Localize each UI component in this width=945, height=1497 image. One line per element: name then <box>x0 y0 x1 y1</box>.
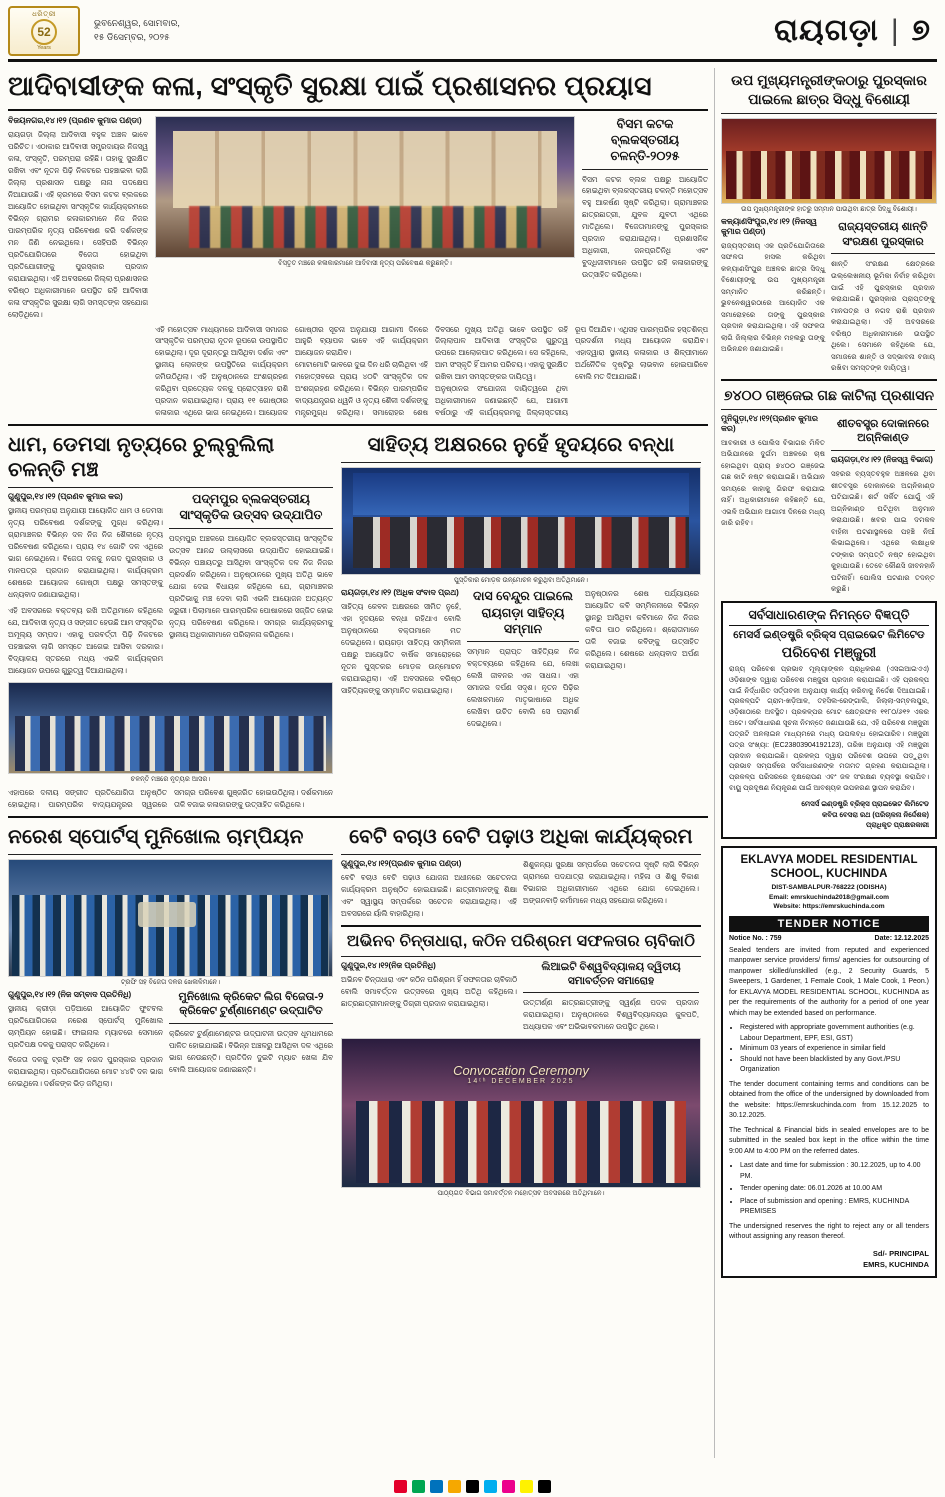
masthead <box>8 6 937 62</box>
tender-address <box>729 883 929 912</box>
ganja-body: ଆବକାରୀ ଓ ପୋଲିସ ବିଭାଗର ମିଳିତ ଅଭିଯାନରେ ଦୁର୍ଗମ ଅଞ୍ଚଳରେ ଚାଷ ହୋଇଥିବା ପ୍ରାୟ ୭୪୦୦ ଗଞ୍ଜେଇ ଗଛ କାଟି ନଷ୍ଟ କରାଯାଇଛି। ଅଭିଯାନ ସମୟରେ କାହାକୁ ଗିରଫ କରାଯାଇ ନାହିଁ। ଅଧିକାରୀମାନେ କହିଛନ୍ତି ଯେ, ଏଭଳି ଅଭିଯାନ ଆଗାମୀ ଦିନରେ ମଧ୍ୟ ଜାରି ରହିବ। <box>721 437 825 528</box>
lead-sidebox-title: ବିସମ କଟକ ବ୍ଲକସ୍ତରୀୟ ଚଳନ୍ତି-୨୦୨୫ <box>610 116 680 164</box>
lead-sidebox-text: ବିସମ କଟକ ବ୍ଲକ ପକ୍ଷରୁ ଆୟୋଜିତ ହୋଇଥିବା ବ୍ଲକସ୍ତରୀୟ ଚଳନ୍ତି ମହୋତ୍ସବ ବହୁ ଆକର୍ଷଣ ସୃଷ୍ଟି କରିଥିଲା। ଗ୍ରାମାଞ୍ଚଳର ଛାତ୍ରଛାତ୍ରୀ, ଯୁବକ ଯୁବତୀ ଏଥିରେ ମାତିଥିଲେ। ବିଜେତାମାନଙ୍କୁ ପୁରସ୍କାର ପ୍ରଦାନ କରାଯାଇଥିଲା। ପ୍ରଶାସନିକ ଅଧିକାରୀ, ଜନପ୍ରତିନିଧି ଏବଂ ବୁଦ୍ଧିଜୀବୀମାନେ ଉପସ୍ଥିତ ରହି କଳାକାରଙ୍କୁ ଉତ୍ସାହିତ କରିଥିଲେ। <box>582 174 708 280</box>
tender-notice-ad <box>721 846 937 1278</box>
literature-story <box>341 431 701 811</box>
page-number: ୭ <box>911 13 931 47</box>
convocation-banner-date: 14ᵗʰ DECEMBER 2025 <box>467 1077 575 1085</box>
tender-eligibility-list <box>729 1023 929 1076</box>
lead-col4: ଅନୁଷ୍ଠାନର ସଂଯୋଜନା ଦାୟିତ୍ୱରେ ଥିବା ଅଧିକାରୀମାନେ ଜଣାଇଛନ୍ତି ଯେ, ଆଗାମୀ ବର୍ଷଠାରୁ ଏହି କାର୍ଯ୍ୟକ୍ରମକୁ ଜିଲ୍ଲାସ୍ତରୀୟ ରୂପ ଦିଆଯିବ। ଏଥିସହ ପାରମ୍ପରିକ ହସ୍ତଶିଳ୍ପ ପ୍ରଦର୍ଶନୀ ମଧ୍ୟ ଆୟୋଜନ କରାଯିବ। ଏହାଦ୍ୱାରା ସ୍ଥାନୀୟ କଳାକାର ଓ ଶିଳ୍ପୀମାନେ ଅର୍ଥନୈତିକ ଦୃଷ୍ଟିରୁ ଲାଭବାନ ହୋଇପାରିବେ ବୋଲି ମତ ଦିଆଯାଇଛି। <box>435 324 708 418</box>
literature-col1: ସାହିତ୍ୟ କେବଳ ଅକ୍ଷରରେ ସୀମିତ ନୁହେଁ, ଏହା ହୃଦୟରେ ବନ୍ଧା ରହିଥାଏ ବୋଲି ଅନୁଷ୍ଠାନରେ ବକ୍ତାମାନେ ମତ ଦେଇଥିଲେ। ରାୟଗଡ଼ା ସାହିତ୍ୟ ସମ୍ମିଳନୀ ପକ୍ଷରୁ ଆୟୋଜିତ ବାର୍ଷିକ ସମାରୋହରେ ନୂତନ ପୁସ୍ତକର ମୋଡ଼କ ଉନ୍ମୋଚନ କରାଯାଇଥିଲା। ଏହି ଅବସରରେ ବରିଷ୍ଠ ସାହିତ୍ୟିକଙ୍କୁ ସମ୍ମାନିତ କରାଯାଇଥିଲା। <box>341 602 461 696</box>
beti-col2: ଶିଶୁକନ୍ୟା ସୁରକ୍ଷା ସମ୍ପର୍କରେ ସଚେତନତା ସୃଷ୍ଟି ଲାଗି ବିଭିନ୍ନ ଗ୍ରାମରେ ପଦଯାତ୍ରା କରାଯାଇଥିଲା। ମହିଳା ଓ ଶିଶୁ ବିକାଶ ବିଭାଗର ଅଧିକାରୀମାନେ ଏଥିରେ ଯୋଗ ଦେଇଥିଲେ। ଅଙ୍ଗନବାଡ଼ି କର୍ମୀମାନେ ମଧ୍ୟ ସହଯୋଗ କରିଥିଲେ। <box>523 860 699 906</box>
cultural-headline: ପଦ୍ମପୁର ବ୍ଲକସ୍ତରୀୟ ସାଂସ୍କୃତିକ ଉତ୍ସବ ଉଦ୍‌ଯାପିତ <box>179 492 323 522</box>
sports-subhead: ମୁନିଖୋଲ କ୍ରିକେଟ ଲିଗ ବିଜେତା-୨ କ୍ରିକେଟ ଟୁର୍ଣ୍ଣାମେଣ୍ଟ ଉଦ୍‌ଘାଟିତ <box>178 991 324 1018</box>
tender-signature <box>729 1249 929 1271</box>
lead-headline: ଆଦିବାସୀଙ୍କ କଳା, ସଂସ୍କୃତି ସୁରକ୍ଷା ପାଇଁ ପ୍ରଶାସନର ପ୍ରୟାସ <box>8 71 652 101</box>
tender-para-2: The tender document containing terms and conditions can be obtained from the office of the undersigned by downloaded from the website: https://emrskuchinda.com from 15.12.2025 to 30.12.2025. <box>729 1080 929 1120</box>
lead-photo-caption: ବିସ୍ତୃତ ମଞ୍ଚରେ କଳାକାରମାନେ ଆଦିବାସୀ ନୃତ୍ୟ ପରିବେଷଣ କରୁଛନ୍ତି। <box>278 259 452 267</box>
tender-para-3: The Technical & Financial bids in sealed envelopes are to be submitted in the sealed box kept in the office within the time 9:00 AM to 4:00 PM on the referred dates. <box>729 1126 929 1155</box>
right-column <box>714 68 937 1458</box>
innovation-dateline: ଗୁଣୁପୁର,୧୪।୧୨(ନିଜ ପ୍ରତିନିଧି) <box>341 961 436 971</box>
main-column <box>8 68 708 1458</box>
tender-eligibility-item: • Should not have been blacklisted by any Govt./PSU Organization <box>740 1055 929 1076</box>
color-swatch <box>466 1480 479 1493</box>
fire-headline: ଶୀତବସ୍ତ୍ର ଦୋକାନରେ ଅଗ୍ନିକାଣ୍ଡ <box>836 417 930 445</box>
innovation-col2: ଉତ୍ତୀର୍ଣ୍ଣ ଛାତ୍ରଛାତ୍ରୀଙ୍କୁ ସ୍ୱର୍ଣ୍ଣ ପଦକ ପ୍ରଦାନ କରାଯାଇଥିଲା। ଅନୁଷ୍ଠାନରେ ବିଶ୍ୱବିଦ୍ୟାଳୟର କୁଳପତି, ଅଧ୍ୟାପକ ଏବଂ ଅଭିଭାବକମାନେ ଉପସ୍ଥିତ ଥିଲେ। <box>523 998 699 1032</box>
tender-date: Date: 12.12.2025 <box>874 934 929 942</box>
tender-website: Website: https://emrskuchinda.com <box>773 903 885 911</box>
beti-dateline: ଗୁଣୁପୁର,୧୪।୧୨(ପ୍ରଣବ କୁମାର ପଣ୍ଡା) <box>341 859 462 869</box>
page-title <box>774 14 937 48</box>
lead-dateline: ବିଜୟନଗର,୧୪।୧୨ (ପ୍ରଣବ କୁମାର ପଣ୍ଡା) <box>8 115 142 125</box>
logo-brand: ଧରିତ୍ରୀ <box>32 10 56 18</box>
innovation-subhead: ଲିଆଇଟି ବିଶ୍ୱବିଦ୍ୟାଳୟ ଦ୍ୱିତୀୟ ସମାବର୍ତ୍ତନ ସମାରୋହ <box>541 961 681 987</box>
page-region-name: ରାୟଗଡ଼ା <box>774 13 879 47</box>
dance-col1: ସ୍ଥାନୀୟ ପରମ୍ପରା ଅନୁଯାୟୀ ଆୟୋଜିତ ଧାମ ଓ ଡେମସା ନୃତ୍ୟ ପରିବେଷଣ ଦର୍ଶକଙ୍କୁ ମୁଗ୍ଧ କରିଥିଲା। ଗ୍ରାମାଞ୍ଚଳର ବିଭିନ୍ନ ଦଳ ନିଜ ନିଜ ଶୈଳୀରେ ନୃତ୍ୟ ପରିବେଷଣ କରିଥିଲେ। ପ୍ରାୟ ୧୪ ଗୋଟି ଦଳ ଏଥିରେ ଭାଗ ନେଇଥିଲେ। ବିଜେତା ଦଳକୁ ନଗଦ ପୁରସ୍କାର ଓ ମାନପତ୍ର ପ୍ରଦାନ କରାଯାଇଥିଲା। କାର୍ଯ୍ୟକ୍ରମ ଶେଷରେ ଆୟୋଜକ ଗୋଷ୍ଠୀ ପକ୍ଷରୁ ସମସ୍ତଙ୍କୁ ଧନ୍ୟବାଦ ଜଣାଯାଇଥିଲା। <box>8 506 163 600</box>
ad-sign-role: ପ୍ରାଧିକୃତ ପ୍ରାକ୍ଷରକାରୀ <box>865 822 929 829</box>
tender-sign-school: EMRS, KUCHINDA <box>863 1259 929 1269</box>
sports-photo-caption: ଟ୍ରଫି ସହ ବିଜେତା ଦଳର ଖେଳାଳିମାନେ। <box>120 979 221 987</box>
edition-place: ଭୁବନେଶ୍ୱର, ସୋମବାର, <box>94 18 180 28</box>
innovation-headline: ଅଭିନବ ଚିନ୍ତାଧାରା, କଠିନ ପରିଶ୍ରମ ସଫଳତାର ଚାବିକାଠି <box>346 933 696 951</box>
lead-col3: ମୋଟାମୋଟି ଭାବରେ ଦୁଇ ଦିନ ଧରି ଚାଲିଥିବା ଏହି ମହୋତ୍ସବରେ ପ୍ରାୟ ୪୦ଟି ସାଂସ୍କୃତିକ ଦଳ ଅଂଶଗ୍ରହଣ କରିଥିଲେ। ବିଭିନ୍ନ ପାରମ୍ପରିକ ବାଦ୍ୟଯନ୍ତ୍ରର ଧ୍ୱନି ଓ ନୃତ୍ୟ ଶୈଳୀ ଦର୍ଶକଙ୍କୁ ମନ୍ତ୍ରମୁଗ୍ଧ କରିଥିଲା। ସମାରୋହର ଶେଷ ଦିବସରେ ମୁଖ୍ୟ ଅତିଥି ଭାବେ ଉପସ୍ଥିତ ରହି ଜିଲ୍ଲାପାଳ ଆଦିବାସୀ ସଂସ୍କୃତିର ଗୁରୁତ୍ୱ ଉପରେ ଆଲୋକପାତ କରିଥିଲେ। ସେ କହିଥିଲେ, ଆମ ସଂସ୍କୃତି ହିଁ ଆମର ପରିଚୟ। ଏହାକୁ ସୁରକ୍ଷିତ ରଖିବା ଆମ ସମସ୍ତଙ୍କର ଦାୟିତ୍ୱ। <box>295 324 568 418</box>
convocation-photo-caption: ପାଠ୍ୟଗତ ବିଭାଗ ସମାବର୍ତ୍ତନ ମହୋତ୍ସବ ଅବସରରେ ଅତିଥିମାନେ। <box>437 1190 605 1198</box>
sports-dateline: ଗୁଣୁପୁର,୧୪।୧୨ (ନିଜ ସମ୍ବାଦ ପ୍ରତିନିଧି) <box>8 990 132 1000</box>
tender-school-name: EKLAVYA MODEL RESIDENTIAL SCHOOL, KUCHINDA <box>740 853 918 880</box>
environment-clearance-ad <box>721 601 937 839</box>
literature-photo <box>341 467 701 575</box>
tender-meta-row <box>729 935 929 942</box>
literature-headline: ସାହିତ୍ୟ ଅକ୍ଷରରେ ନୁହେଁ ହୃଦୟରେ ବନ୍ଧା <box>367 434 675 457</box>
tender-date-item: • Place of submission and opening : EMRS, KUCHINDA PREMISES <box>740 1197 929 1218</box>
ganja-dateline: ମୁନିଗୁଡ଼ା,୧୪।୧୨(ପ୍ରଣବ କୁମାର କର) <box>721 413 818 433</box>
dance-col3: ଏହାପରେ ଦଳୀୟ ସଙ୍ଗୀତ ପ୍ରତିଯୋଗିତା ଅନୁଷ୍ଠିତ ହୋଇଥିଲା। ପାରମ୍ପରିକ ବାଦ୍ୟଯନ୍ତ୍ରର ସ୍ୱରରେ ସମଗ୍ର ପରିବେଶ ଗୁଞ୍ଜରିତ ହୋଇଉଠିଥିଲା। ଦର୍ଶକମାନେ ତାଳି ବଜାଇ କଳାକାରଙ୍କୁ ଉତ୍ସାହିତ କରିଥିଲେ। <box>8 788 333 810</box>
dycm-body: ରାଜ୍ୟସ୍ତରୀୟ ଏକ ପ୍ରତିଯୋଗିତାରେ ସଫଳତା ହାସଲ କରିଥିବା କଳ୍ୟାଣସିଂପୁର ଅଞ୍ଚଳର ଛାତ୍ର ସିଦ୍ଧୁ ବିଶୋୟୀଙ୍କୁ ଉପ ମୁଖ୍ୟମନ୍ତ୍ରୀ ସମ୍ମାନିତ କରିଛନ୍ତି। ଭୁବନେଶ୍ୱରଠାରେ ଆୟୋଜିତ ଏକ ସମାରୋହରେ ତାଙ୍କୁ ପୁରସ୍କାର ପ୍ରଦାନ କରାଯାଇଥିଲା। ଏହି ସଫଳତା ଲାଗି ଜିଲ୍ଲାର ବିଭିନ୍ନ ମହଲରୁ ତାଙ୍କୁ ଅଭିନନ୍ଦନ ଜଣାଯାଇଛି। <box>721 240 825 354</box>
ad-public-notice-title: ସର୍ବସାଧାରଣଙ୍କ ନିମନ୍ତେ ବିଜ୍ଞପ୍ତି <box>729 608 929 626</box>
peace-award-body: ଶାନ୍ତି ସଂରକ୍ଷଣ କ୍ଷେତ୍ରରେ ଉଲ୍ଲେଖନୀୟ ଭୂମିକା ନିର୍ବାହ କରିଥିବା ପାଇଁ ଏହି ପୁରସ୍କାର ପ୍ରଦାନ କରାଯାଇଛି। ପୁରସ୍କାର ପ୍ରାପ୍ତଙ୍କୁ ମାନପତ୍ର ଓ ନଗଦ ରାଶି ପ୍ରଦାନ କରାଯାଇଥିଲା। ଏହି ଅବସରରେ ବରିଷ୍ଠ ଅଧିକାରୀମାନେ ଉପସ୍ଥିତ ଥିଲେ। ସେମାନେ କହିଥିଲେ ଯେ, ସମାଜରେ ଶାନ୍ତି ଓ ସଦ୍ଭାବନା ବଜାୟ ରଖିବା ସମସ୍ତଙ୍କ ଦାୟିତ୍ୱ। <box>831 259 935 373</box>
tender-dates-list <box>729 1161 929 1218</box>
logo-years-label: Years <box>37 44 51 51</box>
color-swatch <box>394 1480 407 1493</box>
dance-photo-caption: ଚଳନ୍ତି ମଞ୍ଚରେ ନୃତ୍ୟର ଆସର। <box>130 776 211 784</box>
color-swatch <box>520 1480 533 1493</box>
ad-body-text: ରାଜ୍ୟ ପରିବେଶ ପ୍ରଭାବ ମୂଲ୍ୟାଙ୍କନ ପ୍ରାଧିକରଣ (ଏସଇଆଇଏଏ) ଓଡ଼ିଶାଙ୍କ ଦ୍ୱାରା ପରିବେଶ ମଞ୍ଜୁରୀ ପ୍ରଦାନ କରାଯାଇଛି। ଏହି ପ୍ରକଳ୍ପ ପାଇଁ ନିର୍ଦ୍ଧାରିତ ସର୍ତ୍ତାବଳୀ ଅନୁଯାୟୀ କାର୍ଯ୍ୟ କରିବାକୁ ନିର୍ଦ୍ଦେଶ ଦିଆଯାଇଛି। ପ୍ରକଳ୍ପଟି ଗ୍ରାମ-ଖଡ଼ିଆଳ, ତହସିଲ-ରେଙ୍ଗାଲି, ଜିଲ୍ଲା-ସମ୍ବଲପୁର, ଓଡ଼ିଶାଠାରେ ଅବସ୍ଥିତ। ପ୍ରକଳ୍ପର ମୋଟ କ୍ଷେତ୍ରଫଳ ୧୧୮୦/୬୧୨ ଏକର ଅଟେ। ସର୍ବସାଧାରଣ ସୂଚନା ନିମନ୍ତେ ଜଣାଯାଉଛି ଯେ, ଏହି ପରିବେଶ ମଞ୍ଜୁରୀ ପତ୍ରଟି ଅନଲାଇନ ମାଧ୍ୟମରେ ମଧ୍ୟ ଉପଲବ୍ଧ ହୋଇପାରିବ। ମଞ୍ଜୁରୀ ପତ୍ର ସଂଖ୍ୟା: (EC23803904192123), ତାରିଖ ଅନୁଯାୟୀ ଏହି ମଞ୍ଜୁରୀ ପ୍ରଦାନ କରାଯାଇଛି। ପ୍ରକଳ୍ପ ଦ୍ୱାରା ପରିବେଶ ଉପରେ ପଡ଼ୁଥିବା ପ୍ରଭାବ ସମ୍ପର୍କରେ ସର୍ବସାଧାରଣଙ୍କ ମତାମତ ଗ୍ରହଣ କରାଯାଇଥିଲା। ପ୍ରକଳ୍ପ ପରିସରରେ ବୃକ୍ଷରୋପଣ ଏବଂ ଜଳ ସଂରକ୍ଷଣ ବ୍ୟବସ୍ଥା କରାଯିବ। ବାୟୁ ପ୍ରଦୂଷଣ ନିୟନ୍ତ୍ରଣ ପାଇଁ ଆବଶ୍ୟକ ଉପକରଣ ସ୍ଥାପନ କରାଯିବ। <box>729 665 929 793</box>
color-swatch <box>484 1480 497 1493</box>
tender-email: Email: emrskuchinda2018@gmail.com <box>768 893 890 901</box>
peace-award-headline: ରାଜ୍ୟସ୍ତରୀୟ ଶାନ୍ତି ସଂରକ୍ଷଣ ପୁରସ୍କାର <box>838 220 928 248</box>
page-body <box>8 68 937 1458</box>
sports-story <box>8 823 333 1201</box>
lead-col1: ରାୟଗଡ଼ା ଜିଲ୍ଲା ଆଦିବାସୀ ବହୁଳ ଅଞ୍ଚଳ ଭାବେ ପରିଚିତ। ଏଠାକାର ଆଦିବାସୀ ସମ୍ପ୍ରଦାୟର ନିଜସ୍ୱ କଳା, ସଂସ୍କୃତି, ପରମ୍ପରା ରହିଛି। ତାହାକୁ ସୁରକ୍ଷିତ ରଖିବା ଏବଂ ନୂତନ ପିଢ଼ି ନିକଟରେ ପହଞ୍ଚାଇବା ଲାଗି ଜିଲ୍ଲା ପ୍ରଶାସନ ପକ୍ଷରୁ ନାନା ପଦକ୍ଷେପ ନିଆଯାଉଛି। ଏହି କ୍ରମରେ ବିସମ କଟକ ବ୍ଲକରେ ଆୟୋଜିତ ହୋଇଥିବା ସାଂସ୍କୃତିକ କାର୍ଯ୍ୟକ୍ରମରେ ବିଭିନ୍ନ ଗ୍ରାମର କଳାକାରମାନେ ନିଜ ନିଜର ପାରମ୍ପରିକ ନୃତ୍ୟ ପରିବେଷଣ କରି ଦର୍ଶକଙ୍କ ମନ ଜିଣି ନେଇଥିଲେ। ସେହିପରି ବିଭିନ୍ନ ପ୍ରତିଯୋଗିତାରେ ବିଜେତା ହୋଇଥିବା ପ୍ରତିଯୋଗୀଙ୍କୁ ପୁରସ୍କାର ପ୍ରଦାନ କରାଯାଇଥିଲା। ଏହି ଅବସରରେ ଜିଲ୍ଲା ପ୍ରଶାସନର ବରିଷ୍ଠ ଅଧିକାରୀମାନେ ଉପସ୍ଥିତ ରହି ଆଦିବାସୀ କଳା ସଂସ୍କୃତିର ସୁରକ୍ଷା ଲାଗି ସମସ୍ତଙ୍କ ସହଯୋଗ ଲୋଡ଼ିଥିଲେ। <box>8 129 149 319</box>
tender-eligibility-item: • Registered with appropriate government authorities (e.g. Labour Department, EPF, ESI, GST) <box>740 1023 929 1044</box>
edition-info <box>94 17 180 44</box>
dycm-award-photo <box>721 118 937 204</box>
beti-story <box>341 823 701 1201</box>
tender-sign-principal: Sd/- PRINCIPAL <box>872 1248 929 1258</box>
fire-dateline: ରାୟଗଡ଼ା,୧୪।୧୨ (ନିଜସ୍ୱ ବିଭାଗ) <box>831 455 933 465</box>
tender-para-1: Sealed tenders are invited from reputed and experienced manpower service providers/ firms/ agencies for outsourcing of manpower skilled/unskilled (e.g., 2 Security Guards, 5 Sweepers, 1 Gardener, 1 Female Cook, 1 Male Cook, 1 Peon.) for EKLAVYA MODEL RESIDENTIAL SCHOOL, KUCHINDA as per the requirements of the authority for a period of one year which may be extended based on performance. <box>729 946 929 1017</box>
dance-photo <box>8 682 333 774</box>
tender-band-title: TENDER NOTICE <box>729 916 929 932</box>
sports-photo <box>8 859 333 977</box>
beti-headline: ବେଟି ବଚାଓ ବେଟି ପଢ଼ାଓ ଅଧିକା କାର୍ଯ୍ୟକ୍ରମ <box>349 826 693 849</box>
title-separator: | <box>890 13 900 47</box>
dance-dateline: ଗୁଣୁପୁର,୧୪।୧୨ (ପ୍ରଣବ କୁମାର କର) <box>8 492 123 502</box>
logo-anniversary-number: 52 <box>31 19 57 45</box>
sports-col2: ବିଜେତା ଦଳକୁ ଟ୍ରଫି ସହ ନଗଦ ପୁରସ୍କାର ପ୍ରଦାନ କରାଯାଇଥିଲା। ପ୍ରତିଯୋଗିତାରେ ମୋଟ ୪୪ଟି ଦଳ ଭାଗ ନେଇଥିଲେ। ଦର୍ଶକଙ୍କ ଭିଡ଼ ଜମିଥିଲା। <box>8 1055 163 1089</box>
tender-date-item: • Last date and time for submission : 30.12.2025, up to 4.00 PM. <box>740 1161 929 1182</box>
dycm-award-caption: ଉପ ମୁଖ୍ୟମନ୍ତ୍ରୀଙ୍କ ହାତରୁ ସମ୍ମାନ ପାଉଥିବା ଛାତ୍ର ସିଦ୍ଧୁ ବିଶୋୟୀ। <box>741 205 917 213</box>
color-swatch <box>448 1480 461 1493</box>
color-swatch <box>430 1480 443 1493</box>
sports-headline: ନରେଶ ସ୍ପୋର୍ଟସ୍‌ ମୁନିଖୋଲ ଚାମ୍ପିୟନ <box>8 826 304 849</box>
dycm-dateline: କଳ୍ୟାଣସିଂପୁର,୧୪।୧୨ (ନିଜସ୍ୱ କୁମାର ପଣ୍ଡା) <box>721 216 817 236</box>
dance-col2: ଏହି ଅବସରରେ ବକ୍ତବ୍ୟ ରଖି ଅତିଥିମାନେ କହିଥିଲେ ଯେ, ଆଦିବାସୀ ନୃତ୍ୟ ଓ ସଙ୍ଗୀତ ହେଉଛି ଆମ ସଂସ୍କୃତିର ଅମୂଲ୍ୟ ସମ୍ପଦ। ଏହାକୁ ପରବର୍ତ୍ତୀ ପିଢ଼ି ନିକଟରେ ପହଞ୍ଚାଇବା ଲାଗି ସମସ୍ତେ ଆଗେଇ ଆସିବା ଦରକାର। ବିଦ୍ୟାଳୟ ସ୍ତରରେ ମଧ୍ୟ ଏଭଳି କାର୍ଯ୍ୟକ୍ରମ ଆୟୋଜନ ଉପରେ ଗୁରୁତ୍ୱ ଦିଆଯାଇଥିଲା। <box>8 606 163 676</box>
tender-eligibility-item: • Minimum 03 years of experience in similar field <box>740 1044 929 1055</box>
sports-col1: ସ୍ଥାନୀୟ କ୍ରୀଡ଼ା ପଡ଼ିଆରେ ଆୟୋଜିତ ଫୁଟବଲ ପ୍ରତିଯୋଗିତାରେ ନରେଶ ସ୍ପୋର୍ଟସ୍‌ ମୁନିଖୋଲ ଚାମ୍ପିୟନ ହୋଇଛି। ଫାଇନାଲ ମ୍ୟାଚରେ ସେମାନେ ପ୍ରତିପକ୍ଷ ଦଳକୁ ପରାସ୍ତ କରିଥିଲେ। <box>8 1004 163 1050</box>
ad-sign-person: କବିତା ବେସରା ରଥ (ପରିଚାଳନା ନିର୍ଦ୍ଦେଶକ) <box>822 811 929 819</box>
literature-subhead: ଦାସ ବେନ୍ଦୁର ପାଇଲେ ରାୟଗଡ଼ା ସାହିତ୍ୟ ସମ୍ମାନ <box>473 589 573 636</box>
ganja-headline: ୭୪୦୦ ଗଞ୍ଜେଇ ଗଛ କାଟିଲା ପ୍ରଶାସନ <box>724 386 934 403</box>
literature-photo-caption: ପୁସ୍ତିକାର ମୋଡ଼କ ଉନ୍ମୋଚନ କରୁଥିବା ଅତିଥିମାନେ। <box>453 577 589 585</box>
tender-district: DIST-SAMBALPUR-768222 (ODISHA) <box>771 884 887 892</box>
literature-dateline: ରାୟଗଡ଼ା,୧୪।୧୨ (ଅଧିକ ସଂବାଦ ପ୍ରଥ) <box>341 588 459 598</box>
tender-notice-number: Notice No. : 759 <box>729 934 782 942</box>
edition-date: ୧୫ ଡିସେମ୍ବର, ୨୦୨୫ <box>94 31 170 42</box>
tender-date-item: • Tender opening date: 06.01.2026 at 10.00 AM <box>740 1184 929 1195</box>
convocation-banner-text: Convocation Ceremony 14ᵗʰ DECEMBER 2025 <box>342 1063 700 1085</box>
tender-para-4: The undersigned reserves the right to reject any or all tenders without assigning any reason thereof. <box>729 1222 929 1241</box>
convocation-photo <box>341 1038 701 1188</box>
ad-subject: ପରିବେଶ ମଞ୍ଜୁରୀ <box>781 643 877 660</box>
color-registration-bar <box>0 1480 945 1493</box>
beti-col1: ବେଟି ବଚାଓ ବେଟି ପଢ଼ାଓ ଯୋଜନା ଅଧୀନରେ ସଚେତନତା କାର୍ଯ୍ୟକ୍ରମ ଅନୁଷ୍ଠିତ ହୋଇଯାଇଛି। ଛାତ୍ରୀମାନଙ୍କୁ ଶିକ୍ଷା ଏବଂ ସ୍ୱାସ୍ଥ୍ୟ ସମ୍ପର୍କରେ ସଚେତନ କରାଯାଇଥିଲା। ଏହି ଅବସରରେ ର୍ୟାଲି ବାହାରିଥିଲା। <box>341 873 517 919</box>
dance-headline: ଧାମ, ଡେମସା ନୃତ୍ୟରେ ଚୁଲ୍‌ବୁଲିଲା ଚଳନ୍ତି ମଞ୍ଚ <box>8 434 275 482</box>
dance-col3-wrap <box>8 787 333 811</box>
color-swatch <box>502 1480 515 1493</box>
literature-col2: ସମ୍ମାନ ପ୍ରାପ୍ତ ସାହିତ୍ୟିକ ନିଜ ବକ୍ତବ୍ୟରେ କହିଥିଲେ ଯେ, ଲେଖା ଲେଖି ଜୀବନର ଏକ ସାଧନା। ଏହା ସମାଜର ଦର୍ପଣ ସଦୃଶ। ନୂତନ ପିଢ଼ିର ଲେଖକମାନେ ମାତୃଭାଷାରେ ଅଧିକ ଲେଖିବା ଉଚିତ ବୋଲି ସେ ପରାମର୍ଶ ଦେଇଥିଲେ। <box>467 647 579 729</box>
lead-story <box>8 70 708 419</box>
dycm-award-headline: ଉପ ମୁଖ୍ୟମନ୍ତ୍ରୀଙ୍କଠାରୁ ପୁରସ୍କାର ପାଇଲେ ଛାତ୍ର ସିଦ୍ଧୁ ବିଶୋୟୀ <box>731 72 927 107</box>
fire-body: ସହରର ବ୍ୟସ୍ତବହୁଳ ଅଞ୍ଚଳରେ ଥିବା ଶୀତବସ୍ତ୍ର ଦୋକାନରେ ଅଗ୍ନିକାଣ୍ଡ ଘଟିଯାଇଛି। ଶର୍ଟ ସର୍କିଟ ଯୋଗୁଁ ଏହି ଅଗ୍ନିକାଣ୍ଡ ଘଟିଥିବା ଅନୁମାନ କରାଯାଉଛି। ଖବର ପାଇ ଦମକଳ ବାହିନୀ ଘଟଣାସ୍ଥଳରେ ପହଞ୍ଚି ନିଆଁ ଲିଭାଇଥିଲେ। ଏଥିରେ ଲକ୍ଷାଧିକ ଟଙ୍କାର ସମ୍ପତ୍ତି ନଷ୍ଟ ହୋଇଥିବା କୁହାଯାଉଛି। ତେବେ କୌଣସି ଜୀବନହାନି ଘଟିନାହିଁ। ପୋଲିସ ଘଟଣାର ତଦନ୍ତ କରୁଛି। <box>831 469 935 594</box>
lead-photo <box>155 116 575 258</box>
sports-col3: କ୍ରିକେଟ ଟୁର୍ଣ୍ଣାମେଣ୍ଟର ଉଦ୍‌ଘାଟନୀ ଉତ୍ସବ ଧୂମଧାମରେ ପାଳିତ ହୋଇଯାଇଛି। ବିଭିନ୍ନ ଅଞ୍ଚଳରୁ ଆସିଥିବା ଦଳ ଏଥିରେ ଭାଗ ନେଉଛନ୍ତି। ପ୍ରତିଦିନ ଦୁଇଟି ମ୍ୟାଚ ଖେଳା ଯିବ ବୋଲି ଆୟୋଜକ ଜଣାଇଛନ୍ତି। <box>169 1028 333 1074</box>
dance-story <box>8 431 333 811</box>
ad-sign-company: ମେସର୍ସ ଇଣ୍ଡଷ୍ଟ୍ରି ବ୍ରିକ୍ସ ପ୍ରାଇଭେଟ ଲିମିଟେଡ <box>801 801 929 808</box>
ad-signature <box>729 800 929 832</box>
lead-col2: ଏହି ମହୋତ୍ସବ ମାଧ୍ୟମରେ ଆଦିବାସୀ ସମାଜର ସାଂସ୍କୃତିକ ପରମ୍ପରା ନୂତନ ରୂପରେ ଉପସ୍ଥାପିତ ହୋଇଥିଲା। ଦୂର ଦୂରାନ୍ତରୁ ଆସିଥିବା ଦର୍ଶକ ଏବଂ ସ୍ଥାନୀୟ ଲୋକଙ୍କ ଉପସ୍ଥିତିରେ କାର୍ଯ୍ୟକ୍ରମ ଜମିଉଠିଥିଲା। ଏହି ଅନୁଷ୍ଠାନରେ ଅଂଶଗ୍ରହଣ କରିଥିବା ପ୍ରତ୍ୟେକ ଦଳକୁ ପ୍ରୋତ୍ସାହନ ରାଶି ପ୍ରଦାନ କରାଯାଇଥିଲା। ପ୍ରାୟ ୧୧ ଗୋଷ୍ଠୀର କଳାକାର ଏଥିରେ ଭାଗ ନେଇଥିଲେ। ଆୟୋଜକ ଗୋଷ୍ଠୀର ସୂଚନା ଅନୁଯାୟୀ ଆଗାମୀ ଦିନରେ ଆହୁରି ବ୍ୟାପକ ଭାବେ ଏହି କାର୍ଯ୍ୟକ୍ରମ ଆୟୋଜନ କରାଯିବ। <box>155 324 428 418</box>
color-swatch <box>412 1480 425 1493</box>
publication-logo <box>8 6 80 56</box>
ad-company-name: ମେସର୍ସ ଇଣ୍ଡଷ୍ଟ୍ରି ବ୍ରିକ୍ସ ପ୍ରାଇଭେଟ ଲିମିଟେଡ <box>733 628 925 641</box>
color-swatch <box>538 1480 551 1493</box>
innovation-col1: ଅଭିନବ ଚିନ୍ତାଧାରା ଏବଂ କଠିନ ପରିଶ୍ରମ ହିଁ ସଫଳତାର ଚାବିକାଠି ବୋଲି ସମାବର୍ତ୍ତନ ଉତ୍ସବରେ ମୁଖ୍ୟ ଅତିଥି କହିଥିଲେ। ଛାତ୍ରଛାତ୍ରୀମାନଙ୍କୁ ଡିଗ୍ରୀ ପ୍ରଦାନ କରାଯାଇଥିଲା। <box>341 975 517 1009</box>
cultural-body: ପଦ୍ମପୁର ଅଞ୍ଚଳରେ ଆୟୋଜିତ ବ୍ଲକସ୍ତରୀୟ ସାଂସ୍କୃତିକ ଉତ୍ସବ ଆନନ୍ଦ ଉଲ୍ଲାସରେ ଉଦ୍‌ଯାପିତ ହୋଇଯାଇଛି। ବିଭିନ୍ନ ପଞ୍ଚାୟତରୁ ଆସିଥିବା ସାଂସ୍କୃତିକ ଦଳ ନିଜ ନିଜର ପ୍ରଦର୍ଶନ କରିଥିଲେ। ଅନୁଷ୍ଠାନରେ ମୁଖ୍ୟ ଅତିଥି ଭାବେ ଯୋଗ ଦେଇ ବିଧାୟକ କହିଥିଲେ ଯେ, ଗ୍ରାମାଞ୍ଚଳର ପ୍ରତିଭାକୁ ମଞ୍ଚ ଦେବା ଲାଗି ଏଭଳି ଆୟୋଜନ ଅତ୍ୟନ୍ତ ଜରୁରୀ। ପିଲାମାନେ ପାରମ୍ପରିକ ପୋଷାକରେ ସଜ୍ଜିତ ହୋଇ ନୃତ୍ୟ ପରିବେଷଣ କରିଥିଲେ। ସମଗ୍ର କାର୍ଯ୍ୟକ୍ରମକୁ ସ୍ଥାନୀୟ ଅଧିକାରୀମାନେ ପରିଚାଳନା କରିଥିଲେ। <box>169 533 333 639</box>
literature-col3: ଅନୁଷ୍ଠାନର ଶେଷ ପର୍ଯ୍ୟାୟରେ ଆୟୋଜିତ କବି ସମ୍ମିଳନୀରେ ବିଭିନ୍ନ ସ୍ଥାନରୁ ଆସିଥିବା କବିମାନେ ନିଜ ନିଜର କବିତା ପାଠ କରିଥିଲେ। ଶ୍ରୋତାମାନେ ତାଳି ବଜାଇ କବିଙ୍କୁ ଉତ୍ସାହିତ କରିଥିଲେ। ଶେଷରେ ଧନ୍ୟବାଦ ଅର୍ପଣ କରାଯାଇଥିଲା। <box>585 589 699 671</box>
